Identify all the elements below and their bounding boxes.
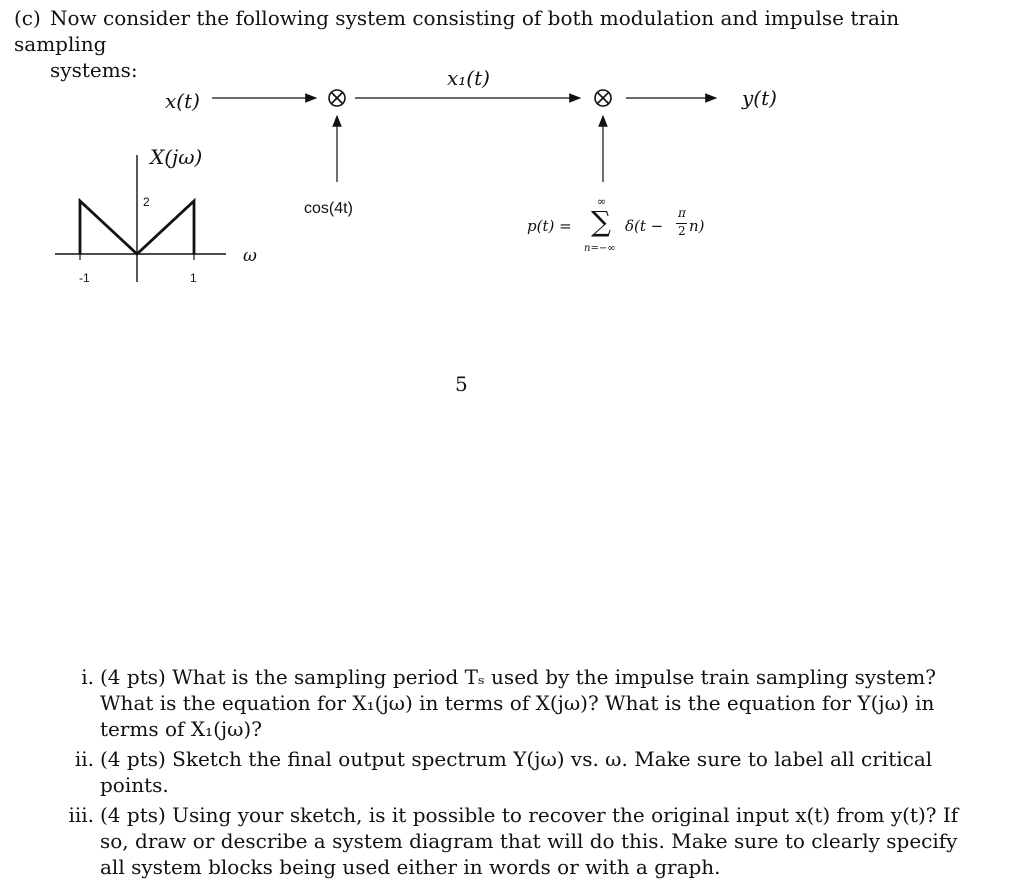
- question-number: ii.: [74, 747, 94, 771]
- spectrum-label: X(jω): [150, 145, 203, 169]
- intro-line-1: Now consider the following system consisting of both modulation and impulse train sampling: [14, 6, 900, 56]
- omega-label: ω: [243, 246, 257, 266]
- multiplier-2: [595, 90, 611, 106]
- intermediate-label: x₁(t): [447, 66, 490, 90]
- question-text: (4 pts) Sketch the final output spectrum Y(jω) vs. ω. Make sure to label all critical points.: [100, 747, 933, 797]
- part-label: (c): [14, 6, 41, 30]
- sum-body-pre: δ(t −: [625, 217, 664, 235]
- peak-value-label: 2: [143, 195, 150, 209]
- sum-lower: n=−∞: [584, 243, 616, 254]
- question-item: [52, 664, 982, 742]
- system-diagram: [0, 50, 1024, 350]
- carrier-label: cos(4t): [304, 200, 353, 217]
- multiplier-1: [329, 90, 345, 106]
- sum-symbol: ∑: [591, 205, 611, 238]
- input-label: x(t): [165, 89, 200, 113]
- sum-upper: ∞: [597, 195, 607, 208]
- question-item: [52, 746, 982, 798]
- tick-neg1-label: -1: [79, 271, 90, 285]
- tick-pos1-label: 1: [190, 271, 197, 285]
- question-number: i.: [81, 665, 94, 689]
- sum-body-post: n): [689, 217, 705, 235]
- sampler-label: [527, 195, 727, 265]
- question-list: [52, 664, 982, 884]
- output-label: y(t): [742, 86, 777, 110]
- input-spectrum-plot: [55, 155, 226, 282]
- question-number: iii.: [68, 803, 94, 827]
- intro-line-2: systems:: [50, 58, 138, 82]
- question-item: [52, 802, 982, 880]
- sum-frac-den: 2: [678, 224, 686, 238]
- sum-frac-num: π: [678, 206, 686, 220]
- sampler-lhs: p(t) =: [527, 217, 572, 235]
- page-number: 5: [455, 372, 468, 396]
- question-text: (4 pts) Using your sketch, is it possible to recover the original input x(t) from y(t)? If so, draw or describe a system diagram that will do this. Make sure to clearly specify all system blocks being used either in words or with a graph.: [100, 803, 959, 879]
- question-text: (4 pts) What is the sampling period Tₛ used by the impulse train sampling system? What is the equation for X₁(jω) in terms of X(jω)? What is the equation for Y(jω) in terms of X₁(jω)?: [100, 665, 936, 741]
